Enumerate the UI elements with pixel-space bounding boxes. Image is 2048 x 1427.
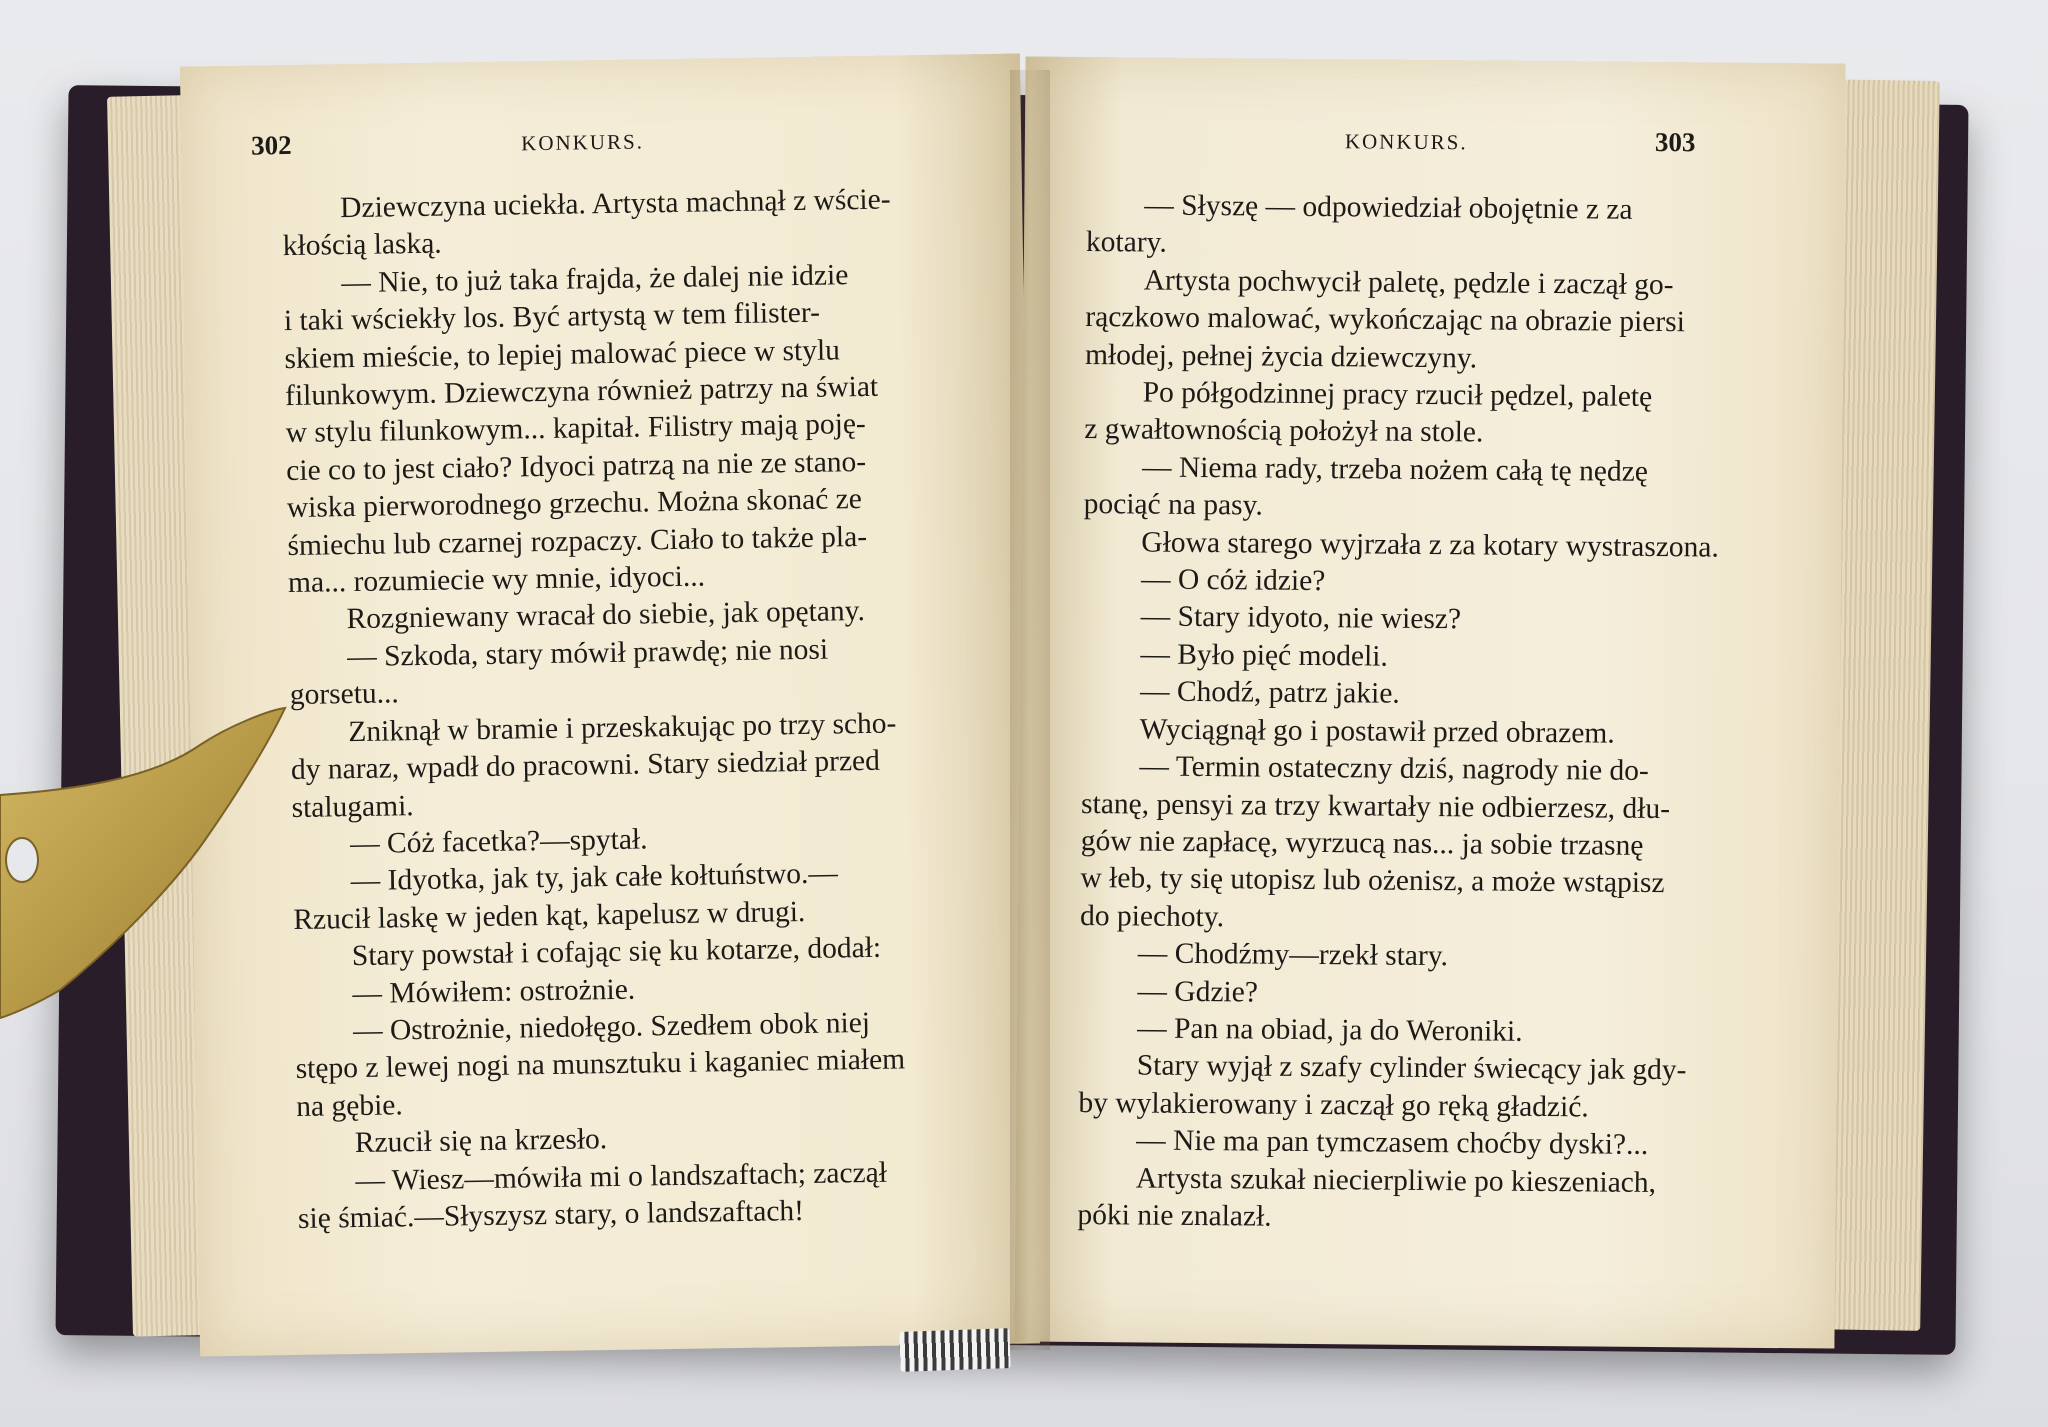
text-line: na gębie. — [296, 1089, 403, 1123]
left-page — [180, 53, 1040, 1356]
text-line: Stary wyjął z szafy cylinder świecący jak gdy- — [1136, 1049, 1687, 1087]
text-line: gów nie zapłacę, wyrzucą nas... ja sobie trzasnę — [1080, 824, 1644, 862]
text-line: póki nie znalazł. — [1077, 1198, 1272, 1233]
text-line: — Nie, to już taka frajda, że dalej nie idzie — [341, 259, 849, 299]
text-line: Rzucił się na krzesło. — [354, 1123, 608, 1160]
text-line: gorsetu... — [289, 677, 400, 712]
text-line: stanę, pensyi za trzy kwartały nie odbierzesz, dłu- — [1080, 787, 1671, 825]
text-line: rączkowo malować, wykończając na obrazie piersi — [1085, 301, 1686, 339]
text-line: Rozgniewany wracał do siebie, jak opętany. — [346, 595, 866, 636]
right-page-number: 303 — [1654, 126, 1696, 158]
text-line: — Szkoda, stary mówił prawdę; nie nosi — [346, 633, 829, 673]
left-running-head: KONKURS. — [520, 129, 645, 156]
right-running-head: KONKURS. — [1344, 129, 1468, 155]
text-line: — O cóż idzie? — [1140, 563, 1326, 598]
text-line: śmiechu lub czarnej rozpaczy. Ciało to także pla- — [287, 520, 868, 562]
text-line: ma... rozumiecie wy mnie, idyoci... — [287, 560, 706, 600]
text-line: cie co to jest ciało? Idyoci patrzą na nie ze stano- — [286, 445, 867, 487]
text-line: — Chodźmy—rzekł stary. — [1137, 937, 1449, 973]
text-line: młodej, pełnej życia dziewczyny. — [1084, 338, 1478, 375]
text-line: Głowa starego wyjrzała z za kotary wystraszona. — [1141, 526, 1719, 564]
right-page-text — [1077, 187, 1736, 1240]
text-line: kotary. — [1085, 226, 1167, 260]
text-line: w stylu filunkowym... kapitał. Filistry mają poję- — [285, 408, 866, 450]
text-line: — Wiesz—mówiła mi o landszaftach; zaczął — [355, 1156, 888, 1197]
text-line: dy naraz, wpadł do pracowni. Stary siedział przed — [290, 744, 881, 787]
text-line: — Mówiłem: ostrożnie. — [352, 973, 636, 1010]
text-line: stępo z lewej nogi na munsztuku i kaganiec miałem — [295, 1043, 906, 1086]
text-line: — Pan na obiad, ja do Weroniki. — [1137, 1012, 1523, 1048]
text-line: — Chodź, patrz jakie. — [1139, 675, 1400, 711]
text-line: — Było pięć modeli. — [1140, 638, 1388, 673]
text-line: pociąć na pasy. — [1083, 488, 1263, 522]
book-gutter — [1010, 70, 1050, 1350]
text-line: skiem mieście, to lepiej malować piece w stylu — [284, 333, 841, 375]
text-line: Po półgodzinnej pracy rzucił pędzel, paletę — [1142, 376, 1653, 413]
text-line: z gwałtownością położył na stole. — [1084, 413, 1484, 449]
text-line: do piechoty. — [1079, 899, 1225, 933]
left-page-text — [282, 181, 948, 1238]
text-line: — Gdzie? — [1137, 974, 1259, 1009]
bookmark-ribbon — [899, 1328, 1010, 1372]
text-line: — Ostrożnie, niedołęgo. Szedłem obok niej — [352, 1006, 871, 1048]
text-line: w łeb, ty się utopisz lub ożenisz, a może wstąpisz — [1080, 862, 1665, 900]
text-line: Artysta szukał niecierpliwie po kieszeniach, — [1135, 1162, 1657, 1199]
text-line: się śmiać.—Słyszysz stary, o landszaftach! — [297, 1194, 805, 1235]
text-line: by wylakierowany i zaczął go ręką gładzić. — [1078, 1086, 1589, 1124]
right-page — [1014, 56, 1845, 1348]
text-line: — Termin ostateczny dziś, nagrody nie do- — [1139, 750, 1649, 788]
text-line: Rzucił laskę w jeden kąt, kapelusz w drugi. — [293, 895, 806, 936]
text-line: i taki wściekły los. Być artystą w tem filister- — [283, 296, 821, 338]
text-line: — Stary idyoto, nie wiesz? — [1140, 600, 1462, 636]
text-line: wiska pierworodnego grzechu. Można skonać ze — [286, 483, 863, 525]
text-line: — Słyszę — odpowiedział obojętnie z za — [1144, 189, 1633, 226]
text-line: kłością laską. — [282, 227, 442, 263]
text-line: Stary powstał i cofając się ku kotarze, dodał: — [351, 931, 882, 973]
text-line: — Idyotka, jak ty, jak całe kołtuństwo.— — [350, 857, 839, 898]
text-line: — Niema rady, trzeba nożem całą tę nędzę — [1141, 451, 1649, 488]
text-line: stalugami. — [291, 789, 414, 824]
text-line: filunkowym. Dziewczyna również patrzy na świat — [284, 370, 879, 413]
text-line: Artysta pochwycił paletę, pędzle i zaczął go- — [1143, 264, 1674, 301]
text-line: Dziewczyna uciekła. Artysta machnął z wście- — [339, 183, 891, 225]
text-line: Zniknął w bramie i przeskakując po trzy scho- — [348, 707, 897, 748]
left-page-number: 302 — [250, 129, 292, 161]
text-line: Wyciągnął go i postawił przed obrazem. — [1139, 713, 1615, 750]
text-line: — Cóż facetka?—spytał. — [349, 823, 648, 861]
text-line: — Nie ma pan tymczasem choćby dyski?... — [1136, 1124, 1649, 1162]
brass-bookmark — [0, 700, 300, 1030]
